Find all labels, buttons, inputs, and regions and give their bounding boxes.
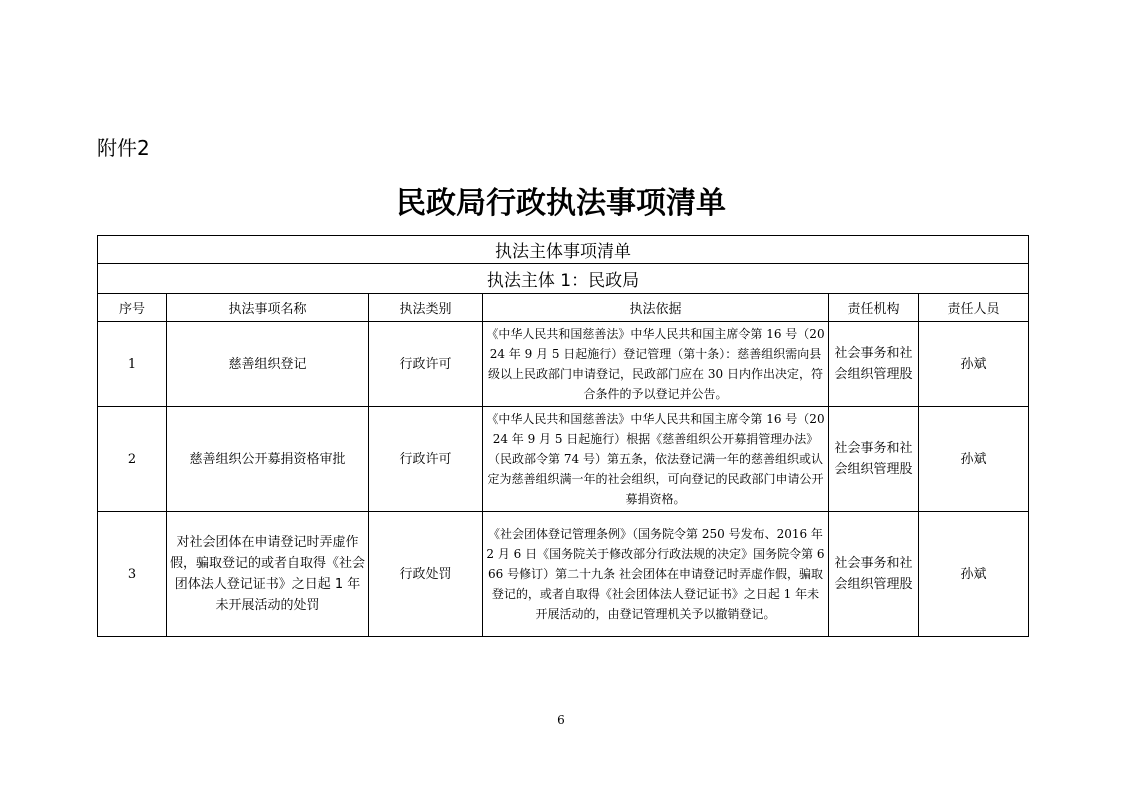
row-num: 3	[98, 512, 167, 637]
table-row	[98, 407, 1029, 512]
row-basis: 《社会团体登记管理条例》（国务院令第 250 号发布、2016 年 2 月 6 日《国务院关于修改部分行政法规的决定》国务院令第 666 号修订）第二十九条 社会团体在申请登记时弄虚作假，骗取登记的，或者自取得《社会团体法人登记证书》之日起 1 年未开展活动的，由登记管理机关予以撤销登记。	[483, 512, 829, 637]
page-number: 6	[557, 713, 565, 727]
row-person: 孙斌	[919, 407, 1029, 512]
enforcement-table	[97, 235, 1029, 637]
row-person: 孙斌	[919, 512, 1029, 637]
row-basis: 《中华人民共和国慈善法》中华人民共和国主席令第 16 号（2024 年 9 月 5 日起施行）登记管理（第十条）：慈善组织需向县级以上民政部门申请登记，民政部门应在 30 日内作出决定，符合条件的予以登记并公告。	[483, 322, 829, 407]
enforcement-subject: 执法主体 1：民政局	[98, 264, 1029, 294]
header-num: 序号	[98, 294, 167, 322]
row-num: 1	[98, 322, 167, 407]
table-row	[98, 322, 1029, 407]
row-category: 行政处罚	[369, 512, 483, 637]
row-person: 孙斌	[919, 322, 1029, 407]
header-basis: 执法依据	[483, 294, 829, 322]
table-header-row	[98, 294, 1029, 322]
row-name: 慈善组织公开募捐资格审批	[167, 407, 369, 512]
row-name: 对社会团体在申请登记时弄虚作假，骗取登记的或者自取得《社会团体法人登记证书》之日起 1 年未开展活动的处罚	[167, 512, 369, 637]
row-department: 社会事务和社会组织管理股	[829, 407, 919, 512]
attachment-label: 附件2	[97, 136, 150, 160]
row-num: 2	[98, 407, 167, 512]
header-department: 责任机构	[829, 294, 919, 322]
header-category: 执法类别	[369, 294, 483, 322]
row-category: 行政许可	[369, 322, 483, 407]
row-department: 社会事务和社会组织管理股	[829, 512, 919, 637]
header-name: 执法事项名称	[167, 294, 369, 322]
table-row	[98, 512, 1029, 637]
page-title: 民政局行政执法事项清单	[396, 186, 726, 221]
row-name: 慈善组织登记	[167, 322, 369, 407]
row-category: 行政许可	[369, 407, 483, 512]
section-title-row	[98, 236, 1029, 264]
row-basis: 《中华人民共和国慈善法》中华人民共和国主席令第 16 号（2024 年 9 月 5 日起施行）根据《慈善组织公开募捐管理办法》（民政部令第 74 号）第五条，依法登记满一年的慈善组织或认定为慈善组织满一年的社会组织，可向登记的民政部门申请公开募捐资格。	[483, 407, 829, 512]
row-department: 社会事务和社会组织管理股	[829, 322, 919, 407]
subject-row	[98, 264, 1029, 294]
header-person: 责任人员	[919, 294, 1029, 322]
section-title: 执法主体事项清单	[98, 236, 1029, 264]
